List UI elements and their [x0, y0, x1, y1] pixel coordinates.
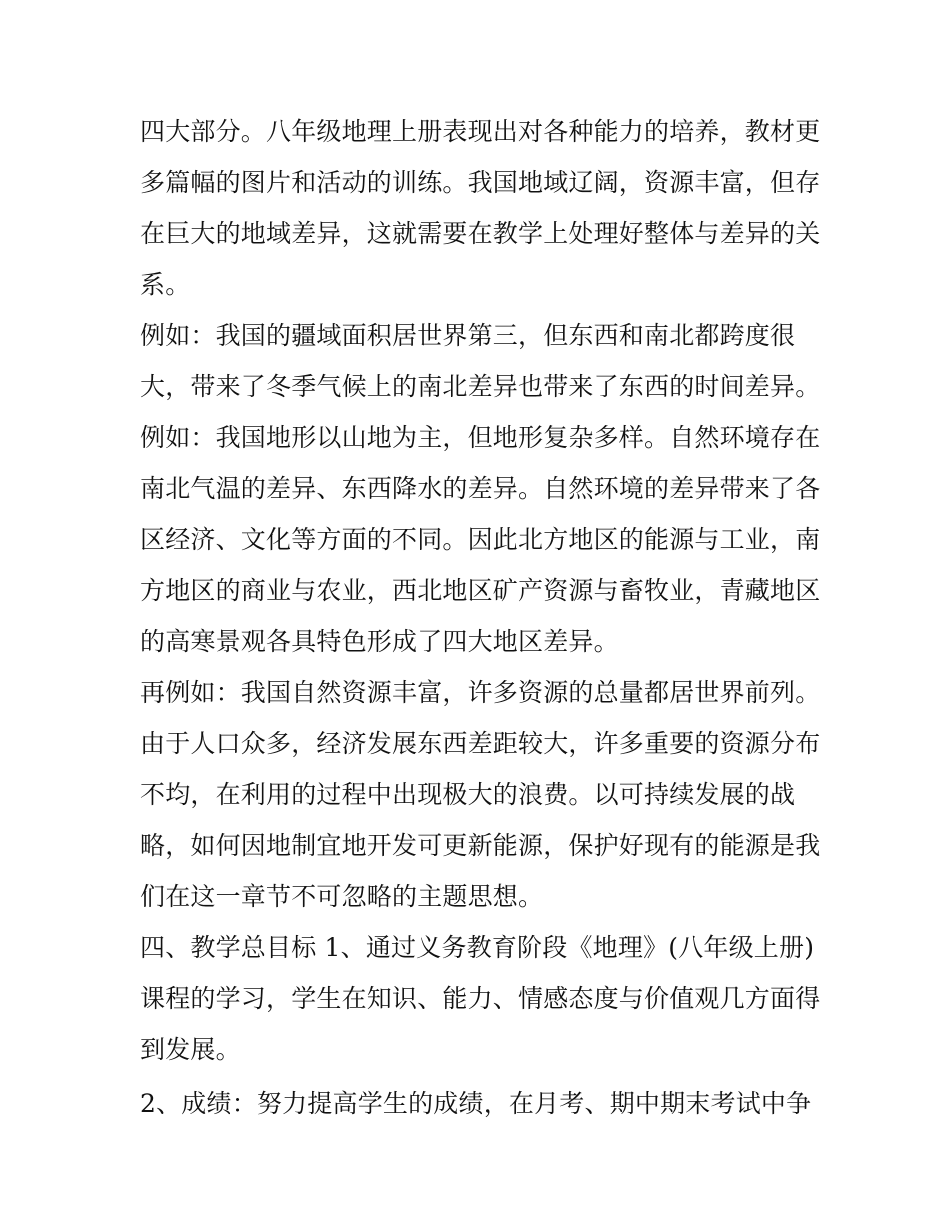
- text-line: 方地区的商业与农业，西北地区矿产资源与畜牧业，青藏地区: [140, 576, 821, 605]
- text-line: 再例如：我国自然资源丰富，许多资源的总量都居世界前列。: [140, 678, 821, 707]
- text-line: 系。: [140, 270, 191, 299]
- text-line: 例如：我国的疆域面积居世界第三，但东西和南北都跨度很: [140, 321, 796, 350]
- text-line: 不均，在利用的过程中出现极大的浪费。以可持续发展的战: [140, 780, 796, 809]
- text-line: 2、成绩：努力提高学生的成绩，在月考、期中期末考试中争: [140, 1089, 812, 1118]
- text-line: 南北气温的差异、东西降水的差异。自然环境的差异带来了各: [140, 474, 821, 503]
- text-line: 由于人口众多，经济发展东西差距较大，许多重要的资源分布: [140, 729, 821, 758]
- body-text: [140, 106, 820, 1129]
- text-line: 多篇幅的图片和活动的训练。我国地域辽阔，资源丰富，但存: [140, 168, 821, 197]
- text-line: 略，如何因地制宜地开发可更新能源，保护好现有的能源是我: [140, 831, 821, 860]
- text-line: 的高寒景观各具特色形成了四大地区差异。: [140, 627, 619, 656]
- text-line: 例如：我国地形以山地为主，但地形复杂多样。自然环境存在: [140, 423, 821, 452]
- text-line: 四大部分。八年级地理上册表现出对各种能力的培养，教材更: [140, 117, 821, 146]
- text-line: 到发展。: [140, 1035, 241, 1064]
- text-line: 大，带来了冬季气候上的南北差异也带来了东西的时间差异。: [140, 372, 821, 401]
- text-line: 在巨大的地域差异，这就需要在教学上处理好整体与差异的关: [140, 219, 821, 248]
- text-line: 四、教学总目标 1、通过义务教育阶段《地理》(八年级上册): [140, 933, 815, 962]
- text-line: 课程的学习，学生在知识、能力、情感态度与价值观几方面得: [140, 984, 821, 1013]
- text-line: 们在这一章节不可忽略的主题思想。: [140, 882, 544, 911]
- text-line: 区经济、文化等方面的不同。因此北方地区的能源与工业，南: [140, 525, 821, 554]
